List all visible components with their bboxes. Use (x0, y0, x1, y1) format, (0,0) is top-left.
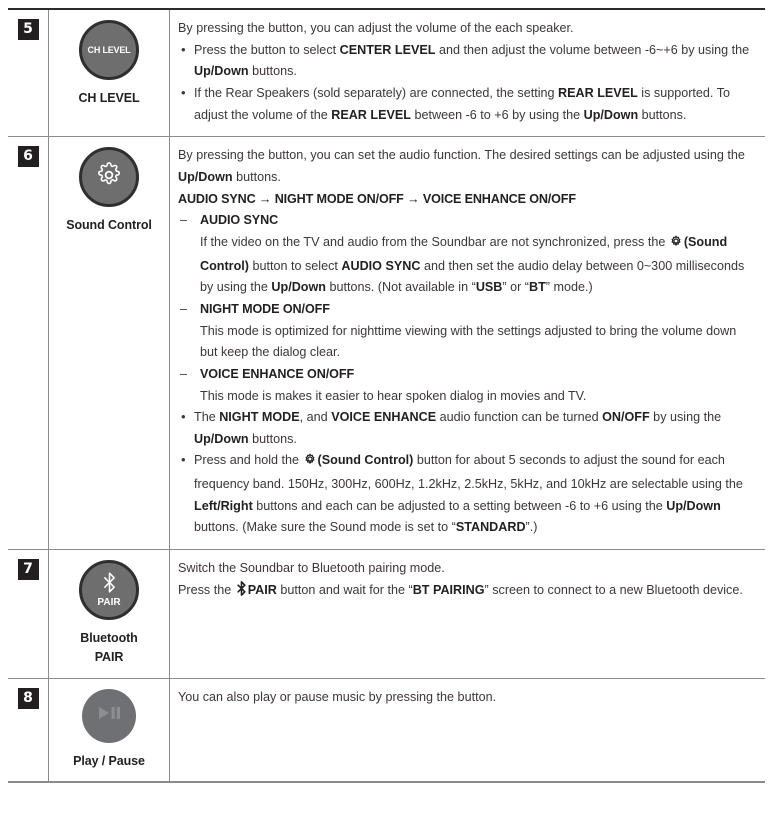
play-pause-button[interactable] (82, 689, 136, 743)
button-caption: Play / Pause (73, 753, 145, 768)
bullet-text: Press and hold the (Sound Control) button for about 5 seconds to adjust the sound for each frequency band. 150Hz, 300Hz, 600Hz, 1.2kHz, 2.5kHz, 5kHz, and 10kHz are selectable using the Left/Right buttons and each can be adjusted to a setting between -6 to +6 using the Up/Down buttons. (Make sure the Sound mode is set to “STANDARD”.) (194, 453, 743, 535)
list-item (178, 40, 755, 83)
pair-label: PAIR (97, 597, 121, 609)
dash-list (178, 210, 755, 407)
bullet-text: Press the button to select CENTER LEVEL and then adjust the volume between -6~+6 by using the Up/Down buttons. (194, 42, 750, 79)
list-item (178, 450, 755, 539)
row-number-cell (8, 550, 48, 678)
play-pause-icon (96, 705, 122, 726)
bluetooth-pair-button[interactable] (79, 560, 139, 620)
button-reference-table (8, 8, 765, 783)
caption-line-1: Bluetooth (80, 631, 138, 646)
table-row (8, 136, 765, 549)
sub-title: NIGHT MODE ON/OFF (200, 301, 330, 316)
row-number-cell (8, 10, 48, 136)
button-caption: CH LEVEL (78, 91, 140, 105)
button-illustration-cell (48, 550, 170, 678)
sound-control-button[interactable] (79, 147, 139, 207)
list-item (178, 364, 755, 407)
button-caption (80, 629, 137, 668)
list-item (178, 83, 755, 126)
description-cell (170, 137, 765, 549)
list-item (178, 210, 755, 299)
secondary-paragraph: Press the PAIR button and wait for the “BT PAIRING” screen to connect to a new Bluetooth device. (178, 580, 755, 604)
row-number-badge: 5 (19, 20, 38, 39)
button-illustration-cell (48, 679, 170, 781)
bullet-text: If the Rear Speakers (sold separately) are connected, the setting REAR LEVEL is supported. To adjust the volume of the REAR LEVEL between -6 to +6 by using the Up/Down buttons. (194, 85, 730, 122)
list-item (178, 407, 755, 450)
description-text (178, 687, 755, 709)
table-row (8, 549, 765, 678)
bluetooth-icon (102, 572, 117, 597)
sub-title: VOICE ENHANCE ON/OFF (200, 366, 355, 381)
description-text (178, 145, 755, 539)
row-number-cell (8, 137, 48, 549)
caption-line-2: PAIR (94, 650, 124, 665)
ch-level-icon: CH LEVEL (87, 45, 131, 55)
gear-icon (96, 162, 122, 193)
sub-body: This mode is optimized for nighttime viewing with the settings adjusted to bring the volume down but keep the dialog clear. (200, 323, 737, 360)
row-number-badge: 7 (19, 560, 38, 579)
description-cell (170, 679, 765, 781)
lead-paragraph: By pressing the button, you can adjust the volume of the each speaker. (178, 21, 574, 35)
button-illustration-cell (48, 10, 170, 136)
lead-paragraph: By pressing the button, you can set the audio function. The desired settings can be adjusted using the Up/Down buttons. (178, 148, 745, 184)
gear-icon (303, 452, 317, 474)
list-item (178, 299, 755, 364)
row-number-cell (8, 679, 48, 781)
bluetooth-icon (236, 581, 247, 604)
button-caption: Sound Control (66, 218, 152, 233)
row-number-badge: 8 (19, 689, 38, 708)
description-text (178, 558, 755, 603)
bullet-text: The NIGHT MODE, and VOICE ENHANCE audio function can be turned ON/OFF by using the Up/Down buttons. (194, 410, 722, 446)
bluetooth-pair-graphic (97, 572, 120, 608)
description-cell (170, 550, 765, 678)
sub-body: If the video on the TV and audio from the Soundbar are not synchronized, press the (Sound Control) button to select AUDIO SYNC and then set the audio delay between 0~300 milliseconds by using the Up/Down buttons. (Not available in “USB” or “BT” mode.) (200, 234, 745, 295)
mode-flow-sequence: AUDIO SYNC → NIGHT MODE ON/OFF → VOICE ENHANCE ON/OFF (178, 191, 576, 206)
description-text (178, 18, 755, 126)
sub-body: This mode is makes it easier to hear spoken dialog in movies and TV. (200, 388, 587, 403)
lead-paragraph: Switch the Soundbar to Bluetooth pairing mode. (178, 561, 445, 576)
bullet-list (178, 407, 755, 539)
button-illustration-cell (48, 137, 170, 549)
gear-icon (669, 234, 683, 256)
table-row (8, 678, 765, 783)
row-number-badge: 6 (19, 147, 38, 166)
description-cell (170, 10, 765, 136)
lead-paragraph: You can also play or pause music by pressing the button. (178, 689, 497, 704)
sub-title: AUDIO SYNC (200, 213, 279, 228)
bullet-list (178, 40, 755, 127)
table-row (8, 8, 765, 136)
ch-level-button[interactable] (79, 20, 139, 80)
